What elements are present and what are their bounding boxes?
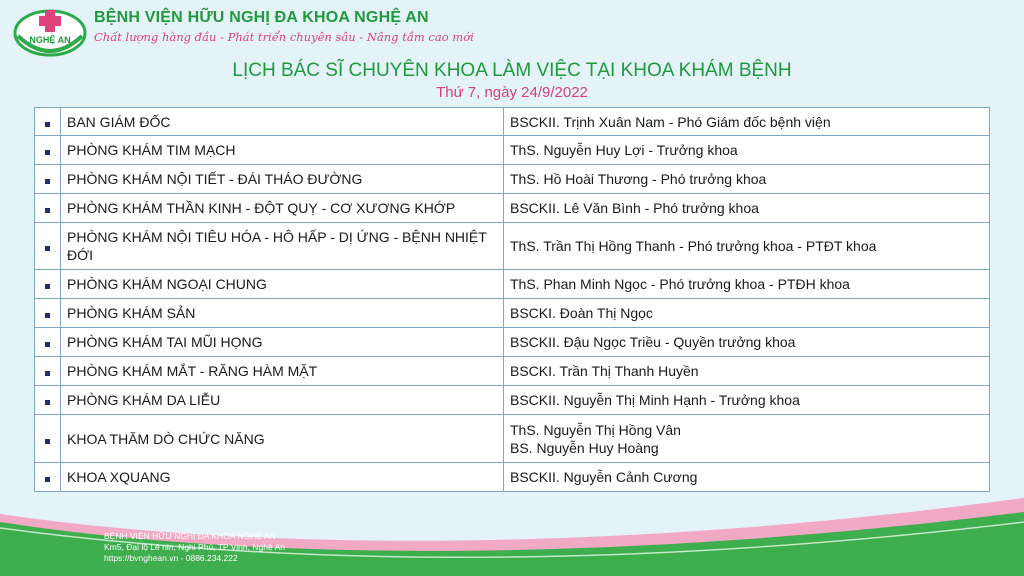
department-cell: PHÒNG KHÁM NỘI TIẾT - ĐÁI THÁO ĐƯỜNG <box>61 165 504 194</box>
hospital-logo <box>12 6 88 58</box>
doctor-cell: BSCKI. Trần Thị Thanh Huyền <box>504 357 990 386</box>
footer-info <box>104 531 285 564</box>
doctor-cell: BSCKII. Đậu Ngọc Triều - Quyền trưởng khoa <box>504 328 990 357</box>
bullet-icon <box>45 371 50 376</box>
table-row <box>35 223 990 270</box>
table-row <box>35 299 990 328</box>
bullet-icon <box>45 284 50 289</box>
table-row <box>35 386 990 415</box>
page-title: LỊCH BÁC SĨ CHUYÊN KHOA LÀM VIỆC TẠI KHOA KHÁM BỆNH <box>232 60 792 81</box>
department-cell: BAN GIÁM ĐỐC <box>61 108 504 136</box>
department-cell: PHÒNG KHÁM NGOẠI CHUNG <box>61 270 504 299</box>
department-cell: PHÒNG KHÁM THẦN KINH - ĐỘT QUỴ - CƠ XƯƠNG KHỚP <box>61 194 504 223</box>
svg-text:NGHỆ AN: NGHỆ AN <box>29 35 71 45</box>
table-row <box>35 328 990 357</box>
department-cell: KHOA THĂM DÒ CHỨC NĂNG <box>61 415 504 463</box>
department-cell: PHÒNG KHÁM TIM MẠCH <box>61 136 504 165</box>
bullet-icon <box>45 150 50 155</box>
table-row <box>35 165 990 194</box>
table-row <box>35 108 990 136</box>
department-cell: PHÒNG KHÁM MẮT - RĂNG HÀM MẶT <box>61 357 504 386</box>
doctor-cell: ThS. Phan Minh Ngọc - Phó trưởng khoa - PTĐH khoa <box>504 270 990 299</box>
doctor-cell: ThS. Trần Thị Hồng Thanh - Phó trưởng khoa - PTĐT khoa <box>504 223 990 270</box>
department-cell: PHÒNG KHÁM DA LIỄU <box>61 386 504 415</box>
hospital-name: BỆNH VIỆN HỮU NGHỊ ĐA KHOA NGHỆ AN <box>94 9 429 26</box>
doctor-cell <box>504 415 990 463</box>
bullet-icon <box>45 246 50 251</box>
doctor-cell: BSCKI. Đoàn Thị Ngọc <box>504 299 990 328</box>
bullet-icon <box>45 313 50 318</box>
department-cell: PHÒNG KHÁM SẢN <box>61 299 504 328</box>
bullet-icon <box>45 208 50 213</box>
bullet-icon <box>45 477 50 482</box>
doctor-line: ThS. Nguyễn Thị Hồng Vân <box>510 421 681 438</box>
doctor-cell: ThS. Hồ Hoài Thương - Phó trưởng khoa <box>504 165 990 194</box>
doctor-cell: ThS. Nguyễn Huy Lợi - Trưởng khoa <box>504 136 990 165</box>
doctor-cell: BSCKII. Nguyễn Cảnh Cương <box>504 463 990 492</box>
department-cell: PHÒNG KHÁM TAI MŨI HỌNG <box>61 328 504 357</box>
table-row <box>35 415 990 463</box>
bullet-icon <box>45 400 50 405</box>
table-row <box>35 270 990 299</box>
hospital-slogan: Chất lượng hàng đầu - Phát triển chuyên sâu - Nâng tầm cao mới <box>94 30 474 44</box>
department-cell: KHOA XQUANG <box>61 463 504 492</box>
bullet-icon <box>45 179 50 184</box>
doctor-cell: BSCKII. Lê Văn Bình - Phó trưởng khoa <box>504 194 990 223</box>
table-row <box>35 194 990 223</box>
header <box>0 0 1024 60</box>
bullet-icon <box>45 439 50 444</box>
table-row <box>35 463 990 492</box>
schedule-table <box>34 107 990 492</box>
bullet-icon <box>45 342 50 347</box>
footer-contact: https://bvnghean.vn - 0886.234.222 <box>104 553 238 563</box>
department-cell: PHÒNG KHÁM NỘI TIÊU HÓA - HÔ HẤP - DỊ ỨNG - BỆNH NHIỆT ĐỚI <box>61 223 504 270</box>
doctor-line: BS. Nguyễn Huy Hoàng <box>510 439 659 456</box>
table-row <box>35 357 990 386</box>
schedule-date: Thứ 7, ngày 24/9/2022 <box>436 84 588 101</box>
table-row <box>35 136 990 165</box>
footer-address: Km5, Đại lộ Lê nin, Nghi Phú, TP Vinh, Nghệ An <box>104 542 285 552</box>
bullet-icon <box>45 122 50 127</box>
doctor-cell: BSCKII. Nguyễn Thị Minh Hạnh - Trưởng khoa <box>504 386 990 415</box>
doctor-cell: BSCKII. Trịnh Xuân Nam - Phó Giám đốc bệnh viện <box>504 108 990 136</box>
footer-hospital-name: BỆNH VIỆN HỮU NGHỊ ĐA KHOA NGHỆ AN <box>104 531 276 541</box>
